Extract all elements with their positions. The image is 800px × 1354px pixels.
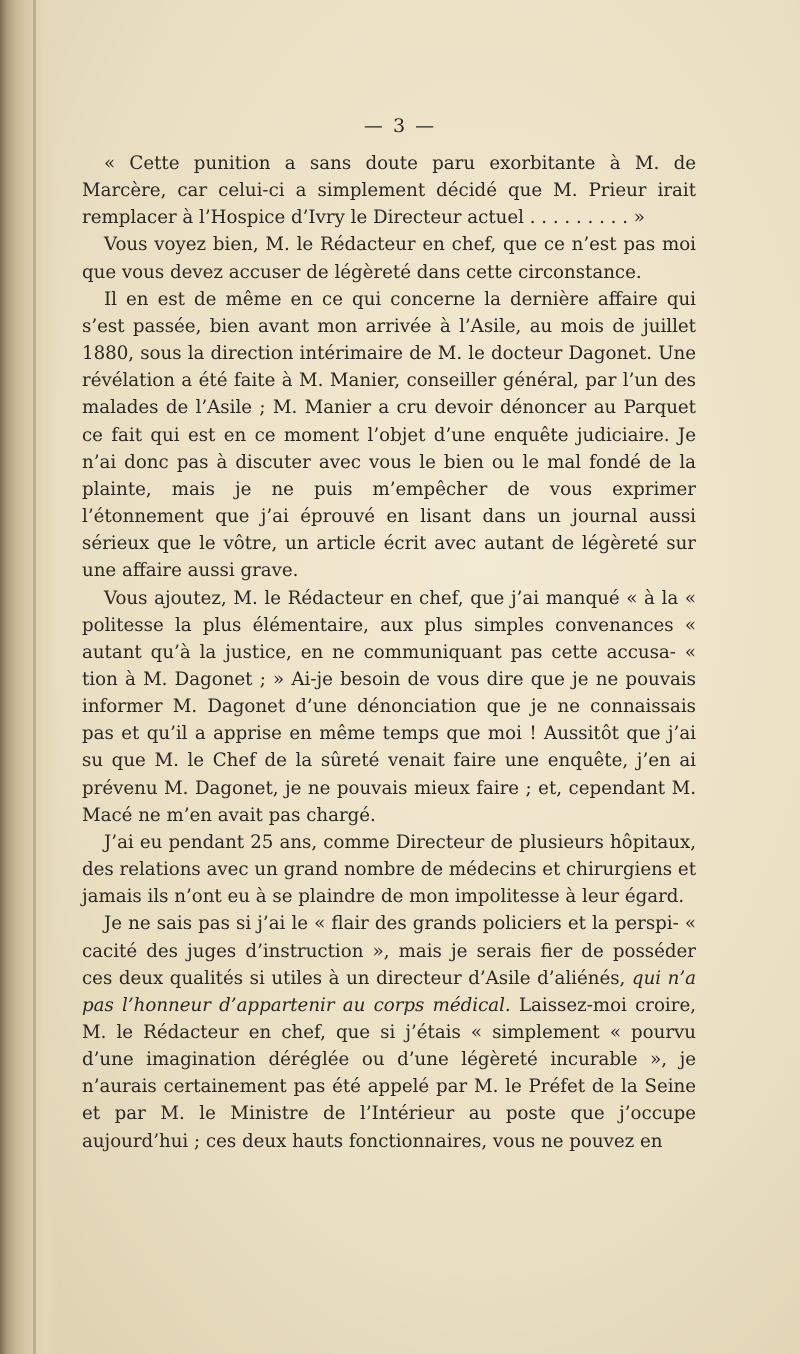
paragraph-4-text: Vous ajoutez, M. le Rédacteur en chef, que j’ai manqué « à la « politesse la plus élémentaire, aux plus simples convenances « autant qu’à la justice, en ne communiquant pas cette accusa- « tion à M. Dagonet ; » Ai-je besoin de vous dire que je ne pouvais informer M. Dagonet d’une dénonciation que je ne connaissais pas et qu’il a apprise en même temps que moi ! Aussitôt que j’ai su que M. le Chef de la sûreté venait faire une enquête, j’en ai prévenu M. Dagonet, je ne pouvais mieux faire ; et, cependant M. Macé ne m’en avait pas chargé. <box>82 587 696 826</box>
paragraph-5 <box>82 829 696 910</box>
paragraph-2 <box>82 231 696 285</box>
paragraph-2-text: Vous voyez bien, M. le Rédacteur en chef, que ce n’est pas moi que vous devez accuser de légèreté dans cette circonstance. <box>82 234 696 283</box>
page-number: — 3 — <box>363 115 437 137</box>
paragraph-4 <box>82 585 696 829</box>
body-text <box>82 150 696 1155</box>
paragraph-3-text: Il en est de même en ce qui concerne la dernière affaire qui s’est passée, bien avant mon arrivée à l’Asile, au mois de juillet 1880, sous la direction intérimaire de M. le docteur Dagonet. Une révélation a été faite à M. Manier, conseiller général, par l’un des malades de l’Asile ; M. Manier a cru devoir dénoncer au Parquet ce fait qui est en ce moment l’objet d’une enquête judiciaire. Je n’ai donc pas à discuter avec vous le bien ou le mal fondé de la plainte, mais je ne puis m’empêcher de vous exprimer l’étonnement que j’ai éprouvé en lisant dans un journal aussi sérieux que le vôtre, un article écrit avec autant de légèreté sur une affaire aussi grave. <box>82 288 696 582</box>
paragraph-6 <box>82 910 696 1154</box>
paragraph-5-text: J’ai eu pendant 25 ans, comme Directeur de plusieurs hôpitaux, des relations avec un grand nombre de médecins et chirurgiens et jamais ils n’ont eu à se plaindre de mon impolitesse à leur égard. <box>82 831 696 908</box>
paragraph-6-italic: qui n’a pas l’honneur d’appartenir au corps médical. <box>82 967 697 1016</box>
page-binding-shadow <box>0 0 58 1354</box>
paragraph-3 <box>82 286 696 585</box>
paragraph-6-text-b: Laissez-moi croire, M. le Rédacteur en chef, que si j’étais « simplement « pourvu d’une imagination déréglée ou d’une légèreté incurable », je n’aurais certainement pas été appelé par M. le Préfet de la Seine et par M. le Ministre de l’Intérieur au poste que j’occupe aujourd’hui ; ces deux hauts fonctionnaires, vous ne pouvez en <box>82 994 696 1152</box>
binding-edge <box>33 0 36 1354</box>
paragraph-1-text: « Cette punition a sans doute paru exorbitante à M. de Marcère, car celui-ci a simplement décidé que M. Prieur irait remplacer à l’Hospice d’Ivry le Directeur actuel . . . . . . . . . » <box>82 153 696 229</box>
paragraph-1 <box>82 150 696 231</box>
paragraph-6-text-a: Je ne sais pas si j’ai le « flair des grands policiers et la perspi- « cacité des juges d’instruction », mais je serais fier de posséder ces deux qualités si utiles à un directeur d’Asile d’aliénés, <box>82 913 696 989</box>
